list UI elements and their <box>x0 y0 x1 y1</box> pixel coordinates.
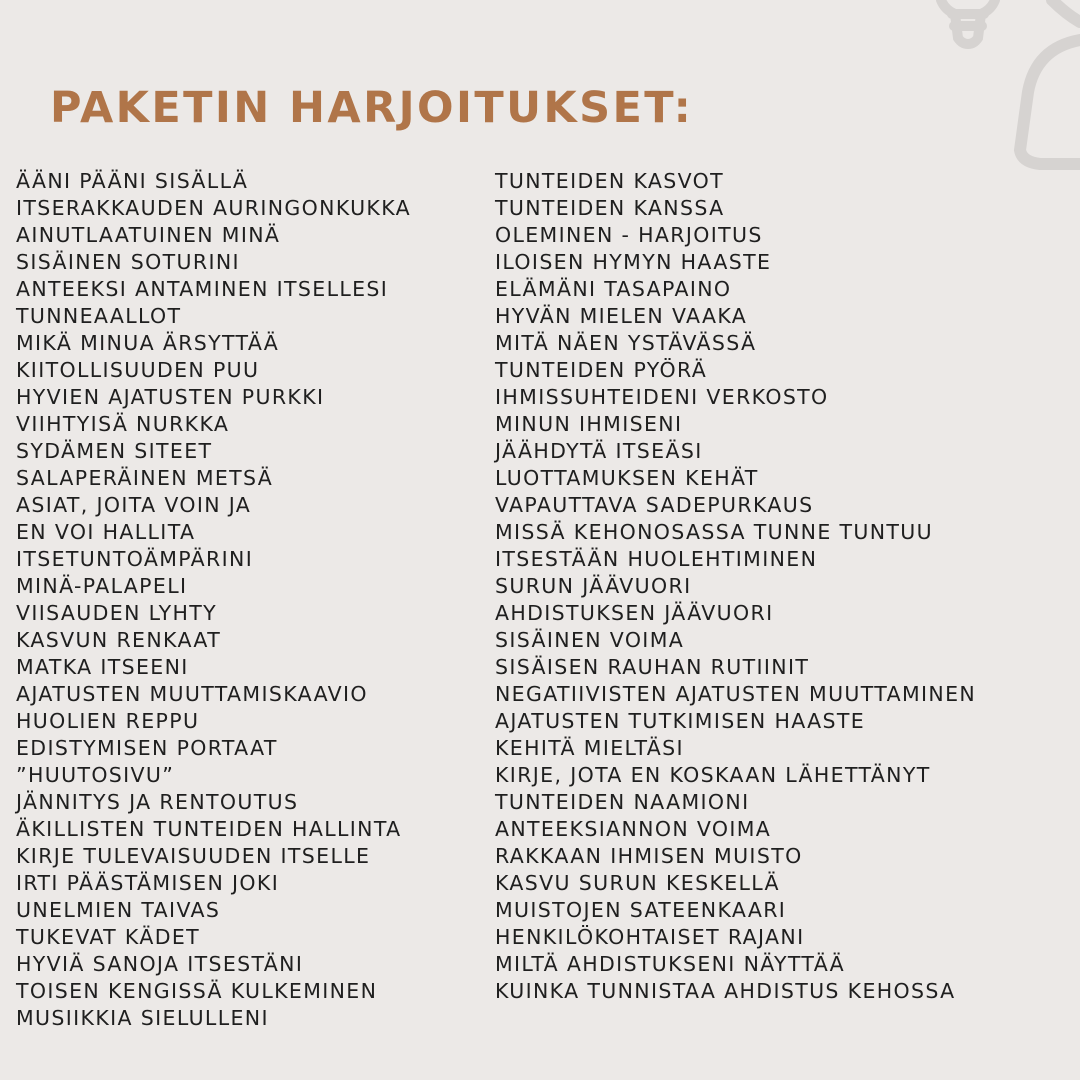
exercise-item: KIRJE, JOTA EN KOSKAAN LÄHETTÄNYT <box>495 763 931 787</box>
exercise-item: VIIHTYISÄ NURKKA <box>16 412 230 436</box>
exercise-item: MINÄ-PALAPELI <box>16 574 188 598</box>
exercise-item: VAPAUTTAVA SADEPURKAUS <box>495 493 814 517</box>
exercise-item: KIRJE TULEVAISUUDEN ITSELLE <box>16 844 371 868</box>
exercise-item: KASVUN RENKAAT <box>16 628 222 652</box>
exercise-item: SISÄINEN SOTURINI <box>16 250 240 274</box>
exercise-item: SISÄISEN RAUHAN RUTIINIT <box>495 655 810 679</box>
exercise-item: ILOISEN HYMYN HAASTE <box>495 250 772 274</box>
exercise-item: HYVIÄ SANOJA ITSESTÄNI <box>16 952 304 976</box>
exercise-item: TUNNEAALLOT <box>16 304 182 328</box>
exercise-item: TUKEVAT KÄDET <box>16 925 201 949</box>
exercise-item: ITSERAKKAUDEN AURINGONKUKKA <box>16 196 412 220</box>
exercise-item: TOISEN KENGISSÄ KULKEMINEN <box>16 979 378 1003</box>
exercise-item: MUISTOJEN SATEENKAARI <box>495 898 787 922</box>
exercise-item: NEGATIIVISTEN AJATUSTEN MUUTTAMINEN <box>495 682 977 706</box>
exercise-item: AJATUSTEN MUUTTAMISKAAVIO <box>16 682 368 706</box>
exercise-item: AHDISTUKSEN JÄÄVUORI <box>495 601 774 625</box>
exercise-item: ”HUUTOSIVU” <box>16 763 175 787</box>
exercise-list-right <box>495 168 1075 1005</box>
exercise-item: LUOTTAMUKSEN KEHÄT <box>495 466 759 490</box>
exercise-item: TUNTEIDEN KANSSA <box>495 196 725 220</box>
exercise-item: ASIAT, JOITA VOIN JA <box>16 493 252 517</box>
exercise-item: MINUN IHMISENI <box>495 412 683 436</box>
exercise-item: MITÄ NÄEN YSTÄVÄSSÄ <box>495 331 757 355</box>
exercise-item: MIKÄ MINUA ÄRSYTTÄÄ <box>16 331 280 355</box>
exercise-item: AINUTLAATUINEN MINÄ <box>16 223 281 247</box>
exercise-item: MILTÄ AHDISTUKSENI NÄYTTÄÄ <box>495 952 846 976</box>
exercise-item: HYVÄN MIELEN VAAKA <box>495 304 748 328</box>
exercise-item: AJATUSTEN TUTKIMISEN HAASTE <box>495 709 866 733</box>
exercise-item: MUSIIKKIA SIELULLENI <box>16 1006 269 1030</box>
exercise-item: OLEMINEN - HARJOITUS <box>495 223 763 247</box>
exercise-item: KIITOLLISUUDEN PUU <box>16 358 260 382</box>
exercise-list-left <box>16 168 486 1032</box>
exercise-item: ÄKILLISTEN TUNTEIDEN HALLINTA <box>16 817 402 841</box>
exercise-item: EN VOI HALLITA <box>16 520 196 544</box>
exercise-item: ÄÄNI PÄÄNI SISÄLLÄ <box>16 169 249 193</box>
exercise-item: KASVU SURUN KESKELLÄ <box>495 871 780 895</box>
exercise-item: SYDÄMEN SITEET <box>16 439 213 463</box>
exercise-item: TUNTEIDEN PYÖRÄ <box>495 358 708 382</box>
exercise-item: ELÄMÄNI TASAPAINO <box>495 277 732 301</box>
exercise-item: MATKA ITSEENI <box>16 655 189 679</box>
page-title: PAKETIN HARJOITUKSET: <box>50 83 694 133</box>
exercise-item: HUOLIEN REPPU <box>16 709 200 733</box>
exercise-item: ITSETUNTOÄMPÄRINI <box>16 547 254 571</box>
exercise-item: ANTEEKSI ANTAMINEN ITSELLESI <box>16 277 389 301</box>
exercise-item: VIISAUDEN LYHTY <box>16 601 218 625</box>
exercise-item: TUNTEIDEN KASVOT <box>495 169 725 193</box>
exercise-item: SALAPERÄINEN METSÄ <box>16 466 274 490</box>
exercise-item: ANTEEKSIANNON VOIMA <box>495 817 772 841</box>
exercise-item: ITSESTÄÄN HUOLEHTIMINEN <box>495 547 818 571</box>
exercise-item: IRTI PÄÄSTÄMISEN JOKI <box>16 871 280 895</box>
exercise-item: UNELMIEN TAIVAS <box>16 898 221 922</box>
exercise-item: IHMISSUHTEIDENI VERKOSTO <box>495 385 829 409</box>
exercise-item: KUINKA TUNNISTAA AHDISTUS KEHOSSA <box>495 979 956 1003</box>
exercise-item: SISÄINEN VOIMA <box>495 628 685 652</box>
exercise-item: TUNTEIDEN NAAMIONI <box>495 790 750 814</box>
exercise-item: HENKILÖKOHTAISET RAJANI <box>495 925 805 949</box>
exercise-item: MISSÄ KEHONOSASSA TUNNE TUNTUU <box>495 520 934 544</box>
exercise-item: JÄÄHDYTÄ ITSEÄSI <box>495 439 703 463</box>
bell-icon <box>1020 0 1080 164</box>
lightbulb-icon <box>941 0 995 44</box>
exercise-item: EDISTYMISEN PORTAAT <box>16 736 278 760</box>
exercise-item: JÄNNITYS JA RENTOUTUS <box>16 790 299 814</box>
exercise-item: HYVIEN AJATUSTEN PURKKI <box>16 385 325 409</box>
exercise-item: RAKKAAN IHMISEN MUISTO <box>495 844 803 868</box>
exercise-item: SURUN JÄÄVUORI <box>495 574 692 598</box>
exercise-item: KEHITÄ MIELTÄSI <box>495 736 684 760</box>
